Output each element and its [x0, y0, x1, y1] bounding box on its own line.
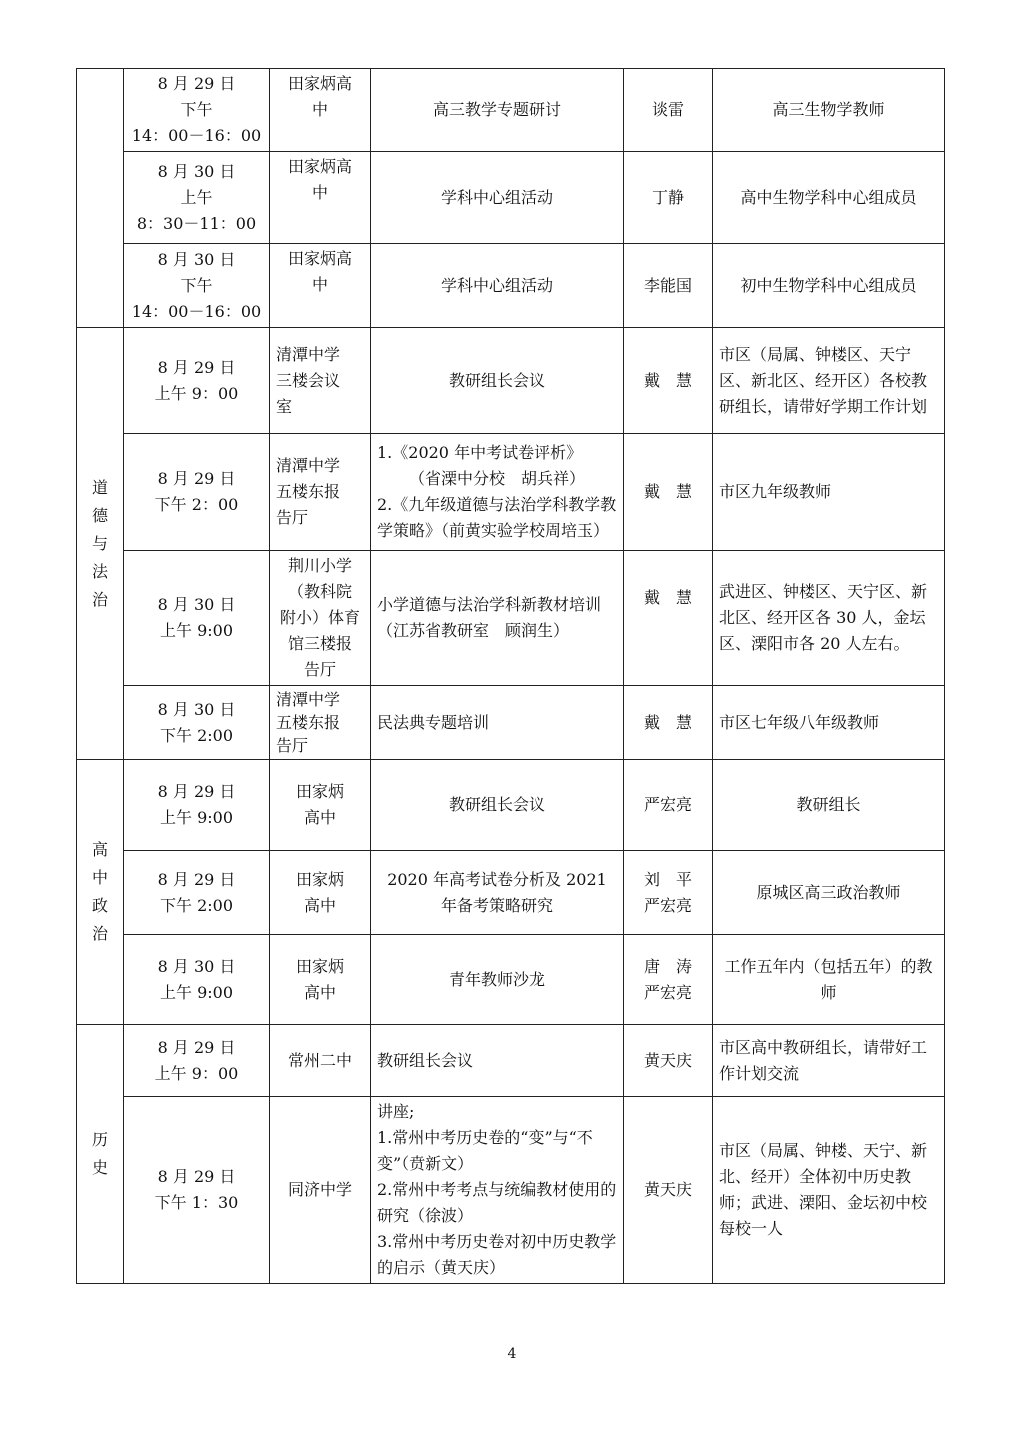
place-line: 田家炳 [295, 956, 344, 976]
attendees-cell [713, 551, 945, 686]
attendees-line: 市区七年级八年级教师 [719, 712, 880, 732]
attendees-line: 市区（局属、钟楼、天宁、新北、经开）全体初中历史教师；武进、溧阳、金坛初中校每校一人 [719, 1141, 928, 1238]
time-cell [124, 760, 270, 851]
place-line: 清潭中学 [276, 456, 341, 475]
host-cell [624, 851, 713, 935]
time-line: 上午 9：00 [154, 383, 239, 403]
time-line: 上午 9：00 [154, 1063, 239, 1083]
place-cell [270, 935, 371, 1025]
attendees-cell [713, 851, 945, 935]
host-cell [624, 244, 713, 328]
host-line: 谈雷 [651, 100, 684, 119]
table-row [77, 551, 945, 686]
place-line: 三楼会议 [276, 370, 341, 390]
content-line: 学科中心组活动 [440, 275, 553, 295]
content-cell [371, 1025, 624, 1097]
time-cell [124, 851, 270, 935]
host-line: 黄天庆 [643, 1180, 692, 1199]
place-cell [270, 244, 371, 328]
subject-cell-daode [77, 328, 124, 760]
time-cell [124, 434, 270, 551]
attendees-cell [713, 935, 945, 1025]
table-row [77, 1097, 945, 1284]
schedule-table [76, 68, 945, 1284]
content-line: （省溧中分校 胡兵祥） [408, 469, 585, 488]
host-cell [624, 328, 713, 434]
subject-char: 史 [91, 1158, 108, 1177]
content-cell [371, 551, 624, 686]
subject-cell-lishi [77, 1025, 124, 1284]
place-line: 高中 [303, 808, 336, 827]
place-line: 五楼东报 [276, 482, 341, 501]
time-line: 8 月 29 日 [157, 357, 236, 377]
subject-char: 历 [91, 1130, 108, 1149]
time-line: 8 月 30 日 [157, 699, 236, 719]
place-line: 田家炳高 [287, 74, 352, 93]
content-line: 1.常州中考历史卷的“变”与“不变”（贲新文） [377, 1128, 593, 1173]
table-row [77, 686, 945, 760]
place-line: 中 [311, 183, 328, 202]
attendees-cell [713, 244, 945, 328]
content-cell [371, 152, 624, 244]
time-line: 8 月 30 日 [157, 595, 236, 614]
host-cell [624, 686, 713, 760]
content-line: 2.《九年级道德与法治学科教学教学策略》（前黄实验学校周培玉） [377, 495, 617, 540]
table-row [77, 69, 945, 152]
attendees-line: 工作五年内（包括五年）的教师 [724, 956, 933, 1002]
place-cell [270, 69, 371, 152]
subject-char: 中 [91, 868, 108, 887]
time-line: 8 月 29 日 [157, 869, 236, 889]
time-cell [124, 686, 270, 760]
time-line: 8 月 29 日 [157, 469, 236, 488]
place-line: 告厅 [276, 736, 309, 755]
attendees-cell [713, 686, 945, 760]
content-cell [371, 686, 624, 760]
attendees-line: 初中生物学科中心组成员 [740, 275, 917, 295]
time-line: 8 月 29 日 [157, 74, 236, 93]
content-cell [371, 851, 624, 935]
host-line: 戴 慧 [643, 588, 692, 607]
host-line: 戴 慧 [643, 370, 692, 390]
place-line: 荆川小学 [287, 556, 352, 575]
host-line: 戴 慧 [643, 712, 692, 732]
time-line: 8 月 29 日 [157, 1167, 236, 1186]
host-line: 严宏亮 [643, 795, 692, 814]
place-line: 告厅 [303, 660, 336, 679]
place-line: 田家炳 [295, 869, 344, 889]
content-line: 高三教学专题研讨 [432, 100, 561, 119]
time-cell [124, 551, 270, 686]
attendees-line: 市区九年级教师 [719, 482, 832, 501]
place-line: 五楼东报 [276, 713, 341, 732]
place-line: 常州二中 [287, 1050, 352, 1070]
content-line: 教研组长会议 [377, 1050, 474, 1070]
place-cell [270, 851, 371, 935]
time-line: 下午 2:00 [159, 895, 234, 915]
place-cell [270, 328, 371, 434]
time-line: 8 月 29 日 [157, 1037, 236, 1057]
subject-cell-zhengzhi [77, 760, 124, 1025]
subject-char: 与 [91, 533, 108, 553]
content-cell [371, 760, 624, 851]
time-line: 8 月 30 日 [157, 161, 236, 181]
time-line: 8 月 29 日 [157, 782, 236, 801]
host-line: 李能国 [643, 275, 692, 295]
subject-char: 治 [91, 589, 108, 609]
content-cell [371, 328, 624, 434]
content-line: 讲座; [377, 1102, 415, 1121]
subject-char: 政 [91, 896, 108, 915]
place-line: 清潭中学 [276, 690, 341, 709]
table-row [77, 328, 945, 434]
host-line: 黄天庆 [643, 1050, 692, 1070]
place-cell [270, 1097, 371, 1284]
content-line: 教研组长会议 [448, 370, 545, 390]
table-row [77, 935, 945, 1025]
time-line: 14：00－16：00 [131, 301, 262, 321]
time-line: 上午 [180, 187, 213, 207]
content-cell [371, 935, 624, 1025]
place-line: 清潭中学 [276, 344, 341, 364]
host-line: 戴 慧 [643, 482, 692, 501]
content-cell [371, 244, 624, 328]
time-cell [124, 1097, 270, 1284]
table-row [77, 1025, 945, 1097]
table-row [77, 152, 945, 244]
time-line: 下午 [180, 275, 213, 295]
host-cell [624, 152, 713, 244]
host-line: 严宏亮 [643, 982, 692, 1002]
place-line: 告厅 [276, 508, 309, 527]
host-line: 丁静 [651, 187, 684, 207]
place-line: 馆三楼报 [287, 634, 352, 653]
subject-char: 法 [91, 561, 108, 581]
attendees-cell [713, 434, 945, 551]
subject-char: 德 [91, 505, 108, 525]
place-cell [270, 1025, 371, 1097]
attendees-line: 市区高中教研组长，请带好工作计划交流 [719, 1037, 928, 1083]
table-row [77, 434, 945, 551]
subject-cell-biology [77, 69, 124, 328]
place-line: 田家炳 [295, 782, 344, 801]
host-cell [624, 551, 713, 686]
subject-char: 道 [91, 477, 108, 497]
attendees-cell [713, 69, 945, 152]
place-cell [270, 686, 371, 760]
page-number: 4 [507, 1346, 517, 1362]
attendees-line: 高中生物学科中心组成员 [740, 187, 917, 207]
attendees-line: 武进区、钟楼区、天宁区、新北区、经开区各 30 人，金坛区、溧阳市各 20 人左右。 [719, 582, 928, 653]
time-line: 8：30－11：00 [136, 213, 257, 233]
place-line: 中 [311, 275, 328, 294]
content-line: 青年教师沙龙 [448, 969, 545, 989]
time-line: 下午 [180, 100, 213, 119]
place-line: 中 [311, 100, 328, 119]
place-cell [270, 760, 371, 851]
place-cell [270, 551, 371, 686]
time-line: 下午 2：00 [154, 495, 239, 514]
host-line: 严宏亮 [643, 895, 692, 915]
time-cell [124, 69, 270, 152]
time-cell [124, 152, 270, 244]
time-line: 上午 9:00 [159, 808, 234, 827]
content-cell [371, 1097, 624, 1284]
time-line: 8 月 30 日 [157, 956, 236, 976]
content-line: 民法典专题培训 [377, 712, 490, 732]
host-cell [624, 760, 713, 851]
content-line: 教研组长会议 [448, 795, 545, 814]
time-cell [124, 935, 270, 1025]
subject-char: 高 [91, 840, 108, 859]
content-cell [371, 69, 624, 152]
time-line: 上午 9:00 [159, 982, 234, 1002]
host-line: 刘 平 [643, 869, 692, 889]
time-cell [124, 1025, 270, 1097]
content-line: 学科中心组活动 [440, 187, 553, 207]
time-line: 上午 9:00 [159, 621, 234, 640]
place-line: 附小）体育 [279, 608, 360, 627]
attendees-line: 教研组长 [796, 795, 861, 814]
time-cell [124, 244, 270, 328]
attendees-line: 原城区高三政治教师 [756, 882, 901, 902]
table-row [77, 760, 945, 851]
content-line: 1.《2020 年中考试卷评析》 [377, 443, 583, 462]
time-line: 8 月 30 日 [157, 249, 236, 269]
time-cell [124, 328, 270, 434]
place-line: 田家炳高 [287, 157, 352, 176]
host-cell [624, 935, 713, 1025]
content-line: 3.常州中考历史卷对初中历史教学的启示（黄天庆） [377, 1232, 617, 1277]
attendees-line: 市区（局属、钟楼区、天宁区、新北区、经开区）各校教研组长，请带好学期工作计划 [719, 344, 928, 416]
place-line: 室 [276, 396, 293, 416]
content-line: 2.常州中考考点与统编教材使用的研究（徐波） [377, 1180, 617, 1225]
subject-char: 治 [91, 924, 108, 943]
content-line: 2020 年高考试卷分析及 2021 年备考策略研究 [387, 869, 607, 915]
attendees-cell [713, 152, 945, 244]
content-line: 小学道德与法治学科新教材培训（江苏省教研室 顾润生） [377, 595, 602, 640]
time-line: 下午 2:00 [159, 725, 234, 745]
place-line: 高中 [303, 895, 336, 915]
host-line: 唐 涛 [643, 956, 692, 976]
attendees-cell [713, 1097, 945, 1284]
table-row [77, 851, 945, 935]
host-cell [624, 434, 713, 551]
place-line: 田家炳高 [287, 249, 352, 268]
table-row [77, 244, 945, 328]
place-line: 同济中学 [287, 1180, 352, 1199]
content-cell [371, 434, 624, 551]
attendees-cell [713, 760, 945, 851]
attendees-cell [713, 1025, 945, 1097]
time-line: 14：00－16：00 [131, 126, 262, 145]
place-line: （教科院 [287, 582, 352, 601]
host-cell [624, 1097, 713, 1284]
attendees-line: 高三生物学教师 [772, 100, 885, 119]
place-line: 高中 [303, 982, 336, 1002]
place-cell [270, 152, 371, 244]
time-line: 下午 1：30 [154, 1193, 239, 1212]
attendees-cell [713, 328, 945, 434]
host-cell [624, 69, 713, 152]
host-cell [624, 1025, 713, 1097]
place-cell [270, 434, 371, 551]
